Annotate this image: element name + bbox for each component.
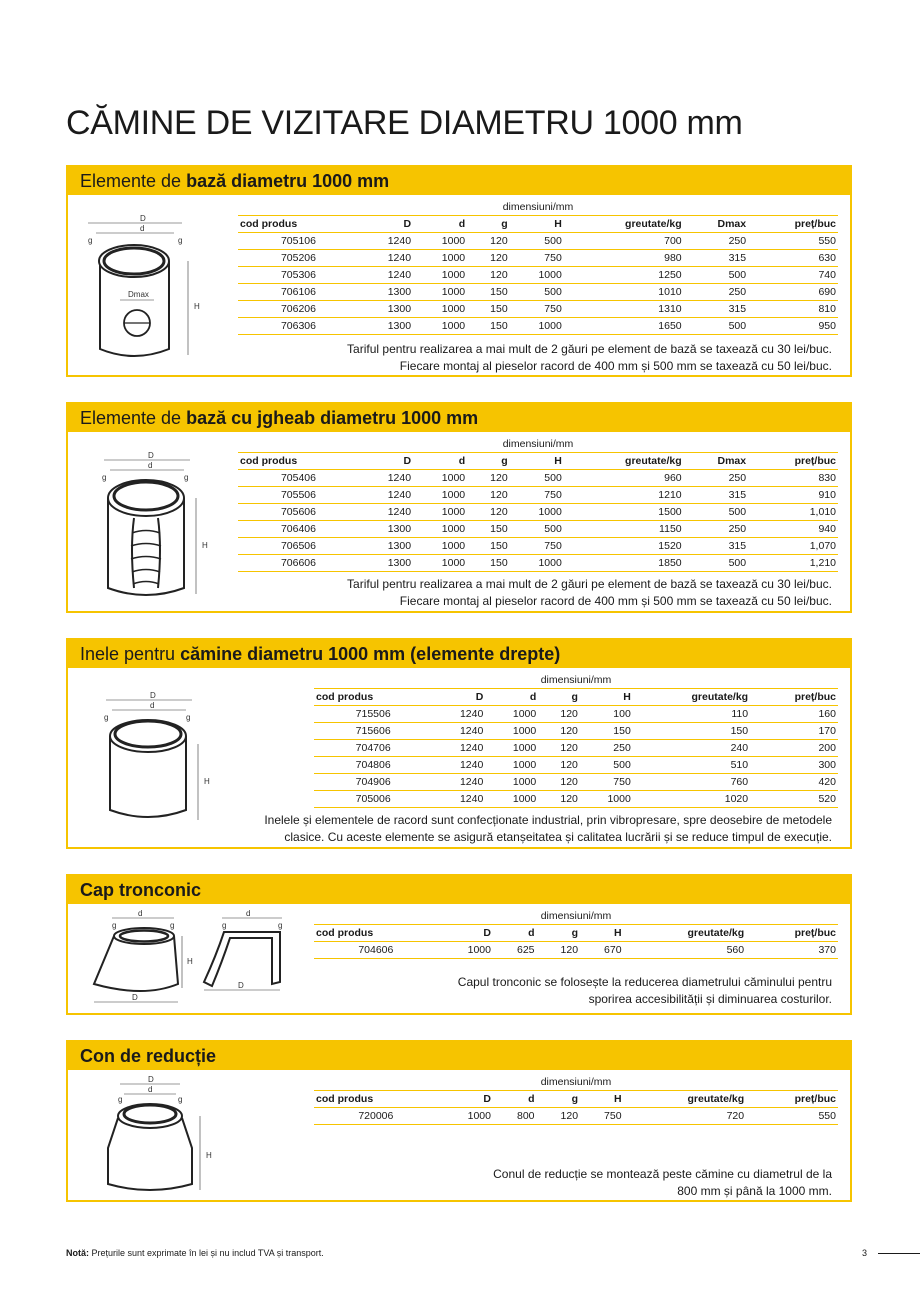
section-rings xyxy=(66,638,852,849)
svg-text:Dmax: Dmax xyxy=(128,290,149,299)
table-row: 704606 1000 625 120 670 560 370 xyxy=(314,942,838,959)
spec-table: dimensiuni/mm cod produs D d g H greutate/kg preț/buc 704606 1000 625 120 670 560 370 xyxy=(314,908,838,959)
table-row: 720006 1000 800 120 750 720 550 xyxy=(314,1108,838,1125)
svg-text:g: g xyxy=(184,473,189,482)
svg-text:g: g xyxy=(278,921,283,930)
table-row: 705406 1240 1000 120 500 960 250 830 xyxy=(238,470,838,487)
svg-text:H: H xyxy=(204,777,210,786)
dimension-label: dimensiuni/mm xyxy=(238,436,838,453)
svg-text:g: g xyxy=(102,473,107,482)
section-base-elements xyxy=(66,165,852,377)
table-row: 704706 1240 1000 120 250 240 200 xyxy=(314,740,838,757)
svg-text:d: d xyxy=(148,461,153,470)
svg-text:H: H xyxy=(206,1151,212,1160)
svg-text:g: g xyxy=(104,713,109,722)
table-row: 715506 1240 1000 120 100 110 160 xyxy=(314,706,838,723)
table-row: 705106 1240 1000 120 500 700 250 550 xyxy=(238,233,838,250)
spec-table: dimensiuni/mm cod produs D d g H greutate/kg preț/buc 715506 1240 1000 120 100 110 160 715606 1240 1000 120 150 150 170 704706 1240 1000 120 250 240 200 704806 1240 1000 120 500 510 300 704906 1240 1000 120 750 760 420 705006 1240 1000 120 1000 1020 520 xyxy=(314,672,838,808)
section-reduction-cone xyxy=(66,1040,852,1202)
section-base-channel-elements xyxy=(66,402,852,613)
svg-text:D: D xyxy=(238,981,244,990)
table-row: 704806 1240 1000 120 500 510 300 xyxy=(314,757,838,774)
base-channel-diagram xyxy=(74,438,224,598)
table-row: 706606 1300 1000 150 1000 1850 500 1,210 xyxy=(238,555,838,572)
svg-text:H: H xyxy=(187,957,193,966)
svg-text:g: g xyxy=(178,1095,183,1104)
section-note: Tariful pentru realizarea a mai mult de 2 găuri pe element de bază se taxează cu 30 lei/buc. Fiecare montaj al pieselor racord de 400 mm și 500 mm se taxează cu 50 lei/buc. xyxy=(347,342,832,373)
svg-text:d: d xyxy=(246,909,251,918)
section-tapered-cap xyxy=(66,874,852,1015)
section-heading: Elemente de bază cu jgheab diametru 1000 mm xyxy=(68,404,850,432)
page-number-rule xyxy=(878,1253,920,1254)
base-element-diagram xyxy=(74,201,224,361)
svg-text:D: D xyxy=(150,691,156,700)
dimension-label: dimensiuni/mm xyxy=(314,672,838,689)
section-note: Inelele și elementele de racord sunt confecționate industrial, prin vibropresare, spre deosebire de metodele clasice. Cu aceste elemente se asigură etanșeitatea și calitatea lucrării și se reduce timpul de execuție. xyxy=(264,813,832,844)
section-note: Capul tronconic se folosește la reducerea diametrului căminului pentru sporirea accesibilității și diminuarea costurilor. xyxy=(457,975,832,1006)
svg-text:D: D xyxy=(148,451,154,460)
table-row: 705306 1240 1000 120 1000 1250 500 740 xyxy=(238,267,838,284)
section-note: Conul de reducție se montează peste cămine cu diametrul de la 800 mm și până la 1000 mm. xyxy=(493,1167,832,1198)
table-row: 704906 1240 1000 120 750 760 420 xyxy=(314,774,838,791)
svg-text:d: d xyxy=(150,701,155,710)
table-row: 705206 1240 1000 120 750 980 315 630 xyxy=(238,250,838,267)
table-row: 715606 1240 1000 120 150 150 170 xyxy=(314,723,838,740)
dimension-label: dimensiuni/mm xyxy=(238,199,838,216)
svg-text:d: d xyxy=(148,1085,153,1094)
table-row: 706406 1300 1000 150 500 1150 250 940 xyxy=(238,521,838,538)
spec-table: dimensiuni/mm cod produs D d g H greutate/kg Dmax preț/buc 705106 1240 1000 120 500 700 250 550 705206 1240 1000 120 750 980 315 630 705306 1240 1000 120 1000 1250 500 740 706106 1300 1000 150 500 1010 250 690 706206 1300 1000 150 750 1310 315 810 706306 1300 1000 150 1000 1650 500 950 xyxy=(238,199,838,335)
table-row: 706306 1300 1000 150 1000 1650 500 950 xyxy=(238,318,838,335)
svg-text:g: g xyxy=(88,236,93,245)
page-title: CĂMINE DE VIZITARE DIAMETRU 1000 mm xyxy=(66,104,743,142)
section-heading: Elemente de bază diametru 1000 mm xyxy=(68,167,850,195)
section-heading: Cap tronconic xyxy=(68,876,850,904)
table-row: 705006 1240 1000 120 1000 1020 520 xyxy=(314,791,838,808)
section-heading: Con de reducție xyxy=(68,1042,850,1070)
svg-text:g: g xyxy=(112,921,117,930)
section-heading: Inele pentru cămine diametru 1000 mm (elemente drepte) xyxy=(68,640,850,668)
dimension-label: dimensiuni/mm xyxy=(314,908,838,925)
svg-text:d: d xyxy=(140,224,145,233)
table-row: 705506 1240 1000 120 750 1210 315 910 xyxy=(238,487,838,504)
spec-table: dimensiuni/mm cod produs D d g H greutate/kg preț/buc 720006 1000 800 120 750 720 550 xyxy=(314,1074,838,1125)
tapered-cap-diagram xyxy=(74,906,304,1010)
dimension-label: dimensiuni/mm xyxy=(314,1074,838,1091)
svg-text:g: g xyxy=(186,713,191,722)
table-row: 706206 1300 1000 150 750 1310 315 810 xyxy=(238,301,838,318)
svg-text:g: g xyxy=(118,1095,123,1104)
footer-note: Notă: Prețurile sunt exprimate în lei și nu includ TVA și transport. xyxy=(66,1248,324,1258)
svg-text:H: H xyxy=(202,541,208,550)
svg-text:g: g xyxy=(222,921,227,930)
section-note: Tariful pentru realizarea a mai mult de 2 găuri pe element de bază se taxează cu 30 lei/buc. Fiecare montaj al pieselor racord de 400 mm și 500 mm se taxează cu 50 lei/buc. xyxy=(347,577,832,608)
reduction-cone-diagram xyxy=(74,1072,224,1196)
svg-text:H: H xyxy=(194,302,200,311)
ring-diagram xyxy=(74,674,224,834)
svg-text:g: g xyxy=(178,236,183,245)
svg-text:d: d xyxy=(138,909,143,918)
page-number: 3 xyxy=(862,1248,868,1258)
svg-text:D: D xyxy=(140,214,146,223)
svg-text:g: g xyxy=(170,921,175,930)
table-row: 705606 1240 1000 120 1000 1500 500 1,010 xyxy=(238,504,838,521)
svg-text:D: D xyxy=(148,1075,154,1084)
svg-text:D: D xyxy=(132,993,138,1002)
table-row: 706106 1300 1000 150 500 1010 250 690 xyxy=(238,284,838,301)
table-row: 706506 1300 1000 150 750 1520 315 1,070 xyxy=(238,538,838,555)
spec-table: dimensiuni/mm cod produs D d g H greutate/kg Dmax preț/buc 705406 1240 1000 120 500 960 250 830 705506 1240 1000 120 750 1210 315 910 705606 1240 1000 120 1000 1500 500 1,010 706406 1300 1000 150 500 1150 250 940 706506 1300 1000 150 750 1520 315 1,070 706606 1300 1000 150 1000 1850 500 1,210 xyxy=(238,436,838,572)
